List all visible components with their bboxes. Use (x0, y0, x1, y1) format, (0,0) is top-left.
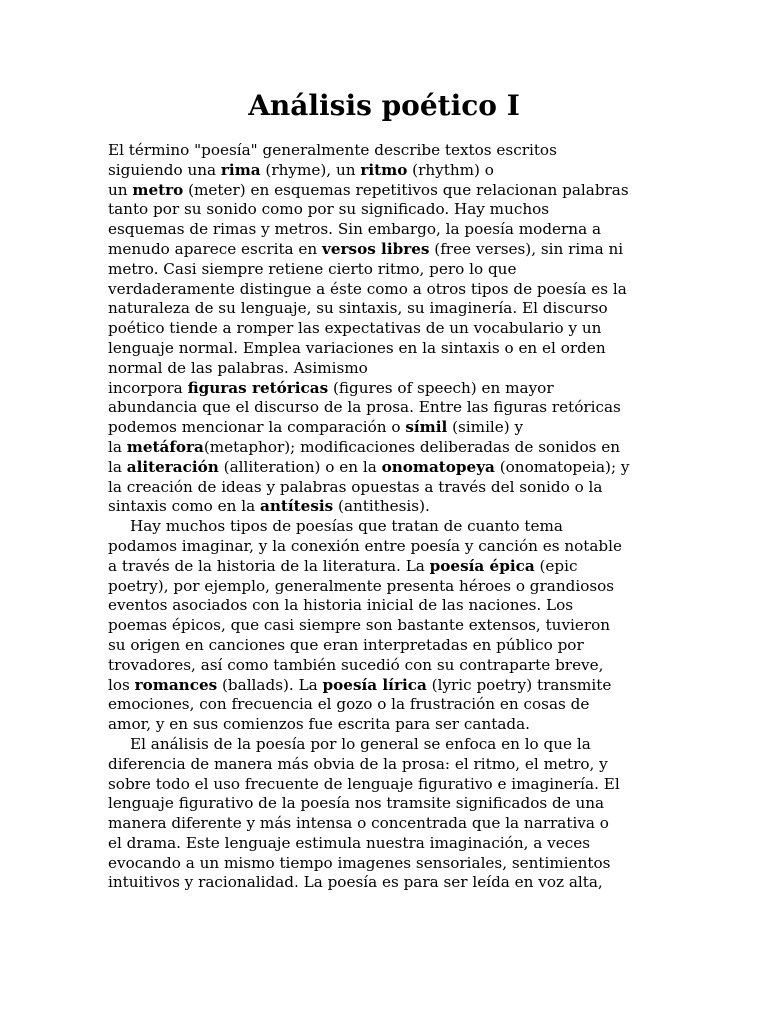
text-segment: poético tiende a romper las expectativas de un vocabulario y un (108, 319, 602, 338)
text-segment: la (108, 437, 127, 456)
text-segment: diferencia de manera más obvia de la prosa: el ritmo, el metro, y (108, 754, 608, 773)
text-segment: Hay muchos tipos de poesías que tratan de cuanto tema (130, 517, 563, 536)
text-segment: (rhyme), un (260, 160, 361, 179)
text-line (108, 735, 668, 755)
text-segment: podamos imaginar, y la conexión entre poesía y canción es notable (108, 536, 622, 555)
text-line (108, 141, 668, 161)
text-line (108, 458, 668, 478)
text-segment: poemas épicos, que casi siempre son bastante extensos, tuvieron (108, 616, 611, 635)
text-segment: (ballads). La (217, 675, 323, 694)
bold-term: versos libres (322, 239, 430, 258)
text-segment: su origen en canciones que eran interpretadas en público por (108, 635, 584, 654)
text-segment: los (108, 675, 135, 694)
text-line (108, 695, 668, 715)
text-line (108, 616, 668, 636)
text-line (108, 260, 668, 280)
text-segment: (lyric poetry) transmite (426, 675, 612, 694)
text-line (108, 418, 668, 438)
text-segment: (free verses), sin rima ni (429, 239, 624, 258)
text-segment: naturaleza de su lenguaje, su sintaxis, su imaginería. El discurso (108, 299, 608, 318)
text-segment: lenguaje normal. Emplea variaciones en la sintaxis o en el orden (108, 338, 606, 357)
text-line (108, 497, 668, 517)
text-line (108, 656, 668, 676)
text-segment: amor, y en sus comienzos fue escrita para ser cantada. (108, 715, 530, 734)
text-line (108, 814, 668, 834)
text-segment: metro. Casi siempre retiene cierto ritmo, pero lo que (108, 259, 517, 278)
text-line (108, 438, 668, 458)
text-segment: emociones, con frecuencia el gozo o la frustración en cosas de (108, 695, 590, 714)
text-segment: manera diferente y más intensa o concentrada que la narrativa o (108, 814, 609, 833)
text-line (108, 715, 668, 735)
text-line (108, 775, 668, 795)
text-line (108, 200, 668, 220)
text-line (108, 557, 668, 577)
text-line (108, 596, 668, 616)
text-segment: intuitivos y racionalidad. La poesía es para ser leída en voz alta, (108, 873, 603, 892)
text-segment: El análisis de la poesía por lo general se enfoca en lo que la (130, 734, 591, 753)
text-segment: esquemas de rimas y metros. Sin embargo, la poesía moderna a (108, 220, 602, 239)
text-segment: el drama. Este lenguaje estimula nuestra imaginación, a veces (108, 833, 590, 852)
text-segment: menudo aparece escrita en (108, 239, 323, 258)
text-line (108, 339, 668, 359)
text-segment: trovadores, así como también sucedió con su contraparte breve, (108, 655, 604, 674)
text-line (108, 240, 668, 260)
text-line (108, 537, 668, 557)
text-segment: incorpora (108, 378, 188, 397)
text-segment: El término "poesía" generalmente describe textos escritos (108, 141, 557, 159)
text-segment: un (108, 180, 133, 199)
text-segment: tanto por su sonido como por su significado. Hay muchos (108, 200, 550, 219)
bold-term: romances (134, 675, 218, 694)
bold-term: aliteración (126, 457, 219, 476)
bold-term: onomatopeya (381, 457, 495, 476)
text-line (108, 280, 668, 300)
text-line (108, 379, 668, 399)
page-title: Análisis poético I (248, 89, 520, 122)
text-segment: (antithesis). (333, 497, 430, 516)
text-line (108, 873, 668, 893)
text-segment: poetry), por ejemplo, generalmente presenta héroes o grandiosos (108, 576, 615, 595)
text-line (108, 794, 668, 814)
text-segment: (epic (534, 556, 578, 575)
bold-term: ritmo (360, 160, 408, 179)
text-line (108, 299, 668, 319)
text-line (108, 755, 668, 775)
bold-term: poesía lírica (322, 675, 427, 694)
text-segment: a través de la historia de la literatura. La (108, 556, 430, 575)
text-line (108, 636, 668, 656)
text-segment: la (108, 457, 127, 476)
text-segment: (rhythm) o (407, 160, 494, 179)
text-line (108, 854, 668, 874)
text-segment: sobre todo el uso frecuente de lenguaje figurativo e imaginería. El (108, 774, 620, 793)
text-line (108, 161, 668, 181)
text-segment: (figures of speech) en mayor (328, 378, 554, 397)
text-line (108, 577, 668, 597)
text-segment: evocando a un mismo tiempo imagenes sensoriales, sentimientos (108, 853, 611, 872)
text-segment: (meter) en esquemas repetitivos que relacionan palabras (183, 180, 629, 199)
bold-term: figuras retóricas (187, 378, 329, 397)
text-line (108, 181, 668, 201)
text-segment: abundancia que el discurso de la prosa. Entre las figuras retóricas (108, 398, 621, 417)
text-line (108, 478, 668, 498)
bold-term: metáfora (126, 437, 204, 456)
text-segment: eventos asociados con la historia inicial de las naciones. Los (108, 596, 574, 615)
text-segment: siguiendo una (108, 160, 221, 179)
text-segment: (onomatopeia); y (494, 457, 630, 476)
text-segment: (simile) y (447, 418, 524, 437)
text-segment: normal de las palabras. Asimismo (108, 358, 368, 377)
text-segment: lenguaje figurativo de la poesía nos tramsite significados de una (108, 794, 605, 813)
text-segment: (alliteration) o en la (218, 457, 382, 476)
text-line (108, 359, 668, 379)
bold-term: rima (220, 160, 261, 179)
text-line (108, 398, 668, 418)
bold-term: símil (405, 418, 448, 437)
text-segment: (metaphor); modificaciones deliberadas de sonidos en (203, 437, 621, 456)
bold-term: metro (132, 180, 184, 199)
text-line (108, 517, 668, 537)
text-segment: la creación de ideas y palabras opuestas a través del sonido o la (108, 477, 603, 496)
text-segment: podemos mencionar la comparación o (108, 418, 406, 437)
text-line (108, 834, 668, 854)
text-segment: verdaderamente distingue a éste como a otros tipos de poesía es la (108, 279, 627, 298)
text-segment: sintaxis como en la (108, 497, 260, 516)
bold-term: antítesis (260, 497, 334, 516)
bold-term: poesía épica (429, 556, 535, 575)
text-line (108, 676, 668, 696)
body-text (108, 141, 668, 893)
text-line (108, 220, 668, 240)
text-line (108, 319, 668, 339)
